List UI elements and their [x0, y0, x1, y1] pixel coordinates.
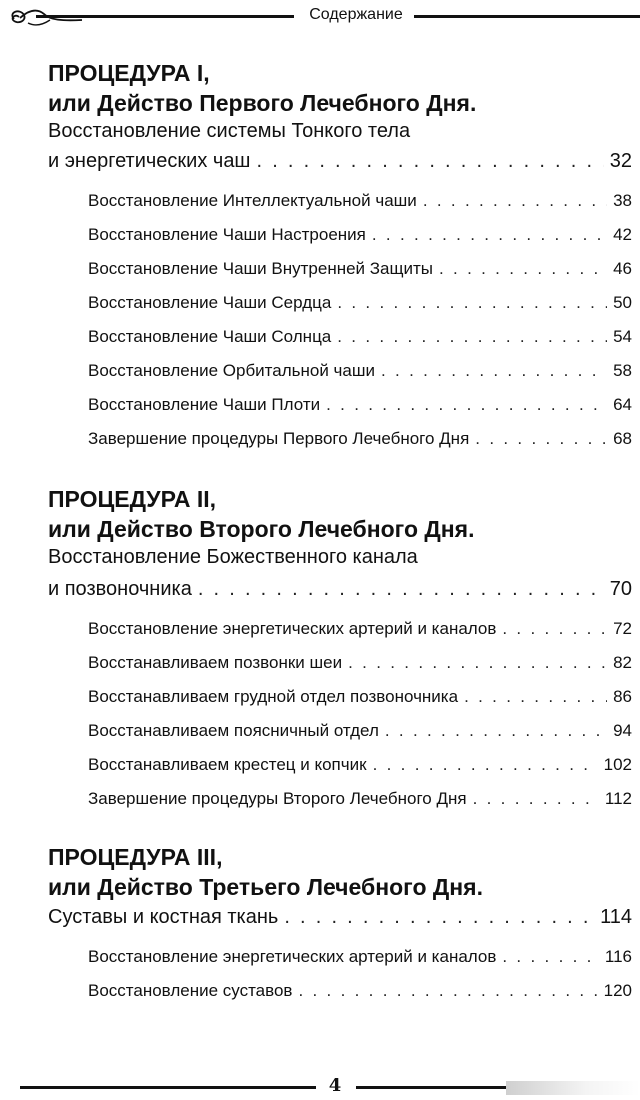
section-2-intro-entry[interactable] — [48, 574, 632, 604]
dot-leader — [385, 716, 607, 746]
section-2-intro-line1[interactable] — [48, 542, 632, 572]
section-1-title-line1: ПРОЦЕДУРА I, — [48, 60, 210, 86]
toc-page-number: 94 — [613, 721, 632, 740]
dot-leader — [284, 902, 594, 932]
toc-entry[interactable] — [88, 424, 632, 454]
toc-page-number: 32 — [609, 150, 632, 172]
toc-page-number: 120 — [603, 981, 632, 1000]
toc-page-number: 50 — [613, 293, 632, 312]
dot-leader — [423, 186, 607, 216]
toc-page-number: 42 — [613, 225, 632, 244]
toc-entry[interactable] — [88, 356, 632, 386]
toc-entry-label: Восстанавливаем поясничный отдел — [88, 721, 379, 740]
toc-entry-label: Восстановление Интеллектуальной чаши — [88, 191, 417, 210]
toc-entry[interactable] — [88, 682, 632, 712]
page-number: 4 — [328, 1075, 342, 1096]
toc-entry-label: и энергетических чаш — [48, 150, 251, 172]
dot-leader — [381, 356, 607, 386]
toc-page-number: 86 — [613, 687, 632, 706]
toc-entry-label: Восстановление энергетических артерий и каналов — [88, 619, 497, 638]
toc-entry-label: Восстановление Божественного канала — [48, 546, 418, 568]
dot-leader — [337, 322, 607, 352]
toc-entry[interactable] — [88, 322, 632, 352]
toc-entry[interactable] — [88, 976, 632, 1006]
toc-page-number: 54 — [613, 327, 632, 346]
dot-leader — [373, 750, 598, 780]
toc-entry-label: Завершение процедуры Первого Лечебного Дня — [88, 429, 470, 448]
toc-entry-label: Восстановление суставов — [88, 981, 293, 1000]
toc-entry[interactable] — [88, 648, 632, 678]
dot-leader — [372, 220, 607, 250]
toc-page-number: 72 — [613, 619, 632, 638]
toc-entry-label: Восстановление системы Тонкого тела — [48, 120, 411, 142]
section-1-intro-entry[interactable] — [48, 146, 632, 176]
dot-leader — [298, 976, 597, 1006]
toc-page-number: 38 — [613, 191, 632, 210]
toc-page-number: 114 — [600, 906, 632, 928]
footer-fade-decoration — [506, 1081, 640, 1095]
dot-leader — [475, 424, 607, 454]
toc-entry-label: Восстановление Чаши Сердца — [88, 293, 332, 312]
toc-entry-label: Восстанавливаем крестец и копчик — [88, 755, 367, 774]
toc-entry-label: Суставы и костная ткань — [48, 906, 279, 928]
dot-leader — [502, 942, 599, 972]
toc-page-number: 82 — [613, 653, 632, 672]
section-1-title-line2: или Действо Первого Лечебного Дня. — [48, 90, 477, 116]
toc-entry[interactable] — [88, 288, 632, 318]
toc-entry-label: Восстанавливаем грудной отдел позвоночника — [88, 687, 459, 706]
section-3-intro-entry[interactable] — [48, 902, 632, 932]
toc-entry[interactable] — [88, 186, 632, 216]
toc-entry-label: Восстановление Чаши Настроения — [88, 225, 366, 244]
toc-page-number: 58 — [613, 361, 632, 380]
dot-leader — [473, 784, 599, 814]
section-2-title-line1: ПРОЦЕДУРА II, — [48, 486, 217, 512]
toc-page-number: 112 — [604, 789, 632, 808]
section-3-title-line1: ПРОЦЕДУРА III, — [48, 844, 223, 870]
toc-entry[interactable] — [88, 390, 632, 420]
toc-entry[interactable] — [88, 254, 632, 284]
toc-page-number: 116 — [604, 947, 632, 966]
toc-entry[interactable] — [88, 784, 632, 814]
dot-leader — [326, 390, 607, 420]
toc-entry-label: Восстановление Чаши Внутренней Защиты — [88, 259, 433, 278]
toc-entry-label: Восстановление Орбитальной чаши — [88, 361, 376, 380]
section-2-title-line2: или Действо Второго Лечебного Дня. — [48, 516, 475, 542]
dot-leader — [256, 146, 603, 176]
toc-entry[interactable] — [88, 942, 632, 972]
dot-leader — [502, 614, 607, 644]
dot-leader — [198, 574, 604, 604]
toc-entry[interactable] — [88, 750, 632, 780]
toc-entry-label: Восстановление Чаши Солнца — [88, 327, 332, 346]
dot-leader — [464, 682, 607, 712]
dot-leader — [439, 254, 607, 284]
dot-leader — [348, 648, 607, 678]
toc-page-number: 46 — [613, 259, 632, 278]
footer-rule-left — [20, 1086, 316, 1089]
toc-entry[interactable] — [88, 220, 632, 250]
toc-entry[interactable] — [88, 716, 632, 746]
header-title: Содержание — [309, 6, 403, 23]
toc-entry-label: Восстановление энергетических артерий и каналов — [88, 947, 497, 966]
toc-entry-label: Восстановление Чаши Плоти — [88, 395, 321, 414]
toc-entry-label: Восстанавливаем позвонки шеи — [88, 653, 343, 672]
dot-leader — [337, 288, 607, 318]
toc-entry-label: и позвоночника — [48, 578, 192, 600]
toc-page-number: 64 — [613, 395, 632, 414]
toc-page-number: 102 — [603, 755, 632, 774]
toc-page-number: 70 — [609, 578, 632, 600]
toc-page-number: 68 — [613, 429, 632, 448]
section-1-intro-line1[interactable] — [48, 116, 632, 146]
toc-entry[interactable] — [88, 614, 632, 644]
section-3-title-line2: или Действо Третьего Лечебного Дня. — [48, 874, 483, 900]
footer-rule-right — [356, 1086, 506, 1089]
toc-entry-label: Завершение процедуры Второго Лечебного Дня — [88, 789, 467, 808]
page-footer — [0, 1072, 640, 1100]
